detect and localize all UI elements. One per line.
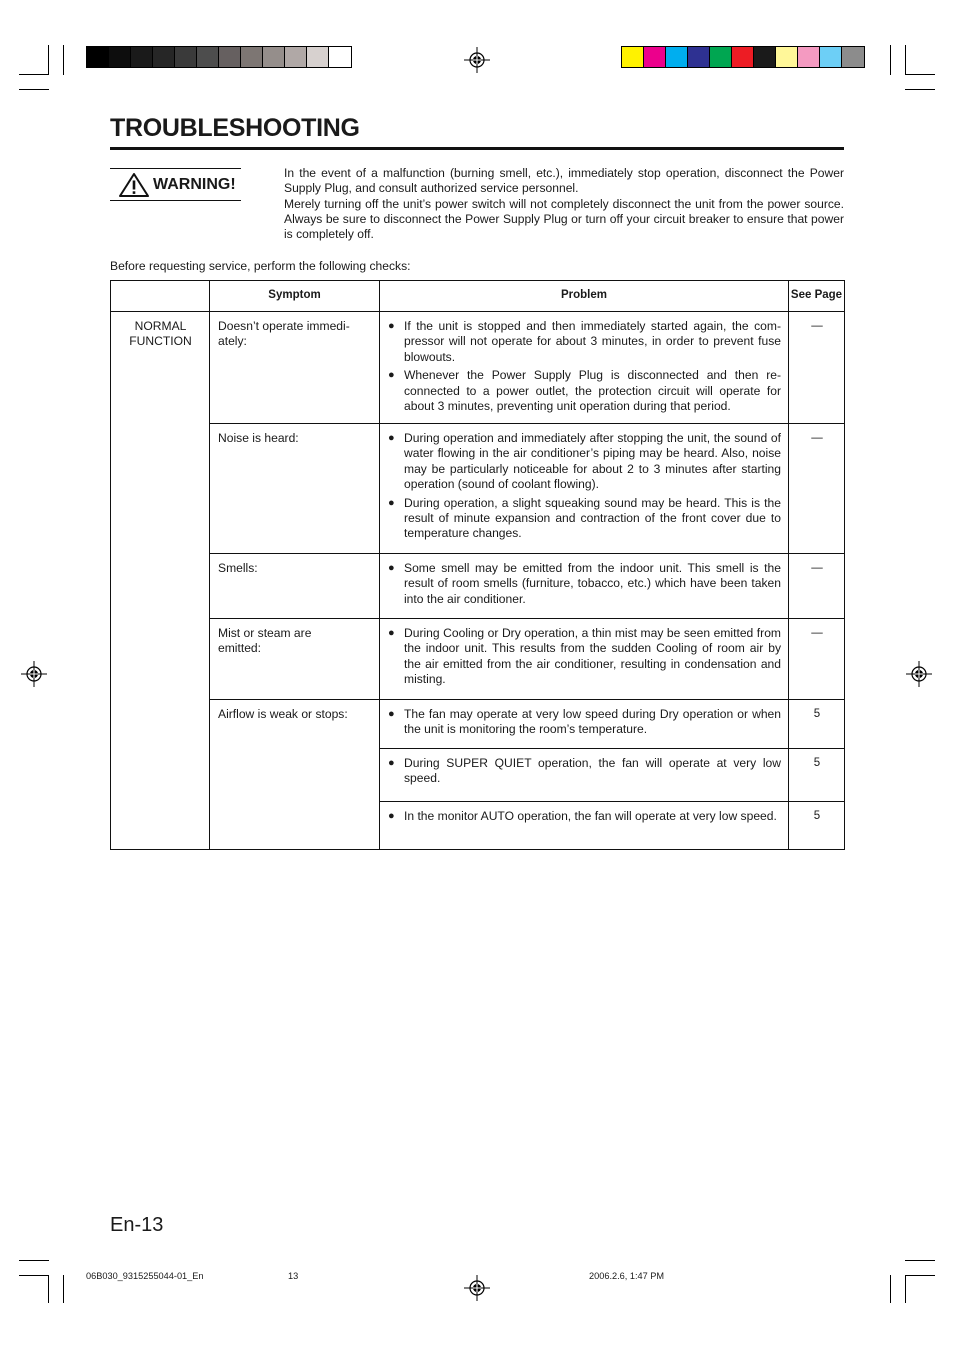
- warning-badge: [110, 168, 241, 201]
- bullet-icon: ●: [388, 708, 395, 720]
- see-page-cell: —: [789, 312, 845, 424]
- crop-mark: [48, 1275, 49, 1303]
- footer-date: 2006.2.6, 1:47 PM: [589, 1271, 665, 1281]
- header-problem: Problem: [380, 281, 789, 312]
- crop-mark: [19, 1275, 49, 1276]
- color-swatch: [710, 47, 732, 67]
- problem-cell: [380, 424, 789, 554]
- grayscale-color-bar: [86, 46, 352, 68]
- list-item: ● During SUPER QUIET operation, the fan will operate at very low speed.: [388, 756, 781, 786]
- header-symptom: Symptom: [210, 281, 380, 312]
- crop-mark: [63, 45, 64, 75]
- color-swatch: [285, 47, 307, 67]
- crop-mark: [905, 1275, 906, 1303]
- color-swatch: [87, 47, 109, 67]
- crop-mark: [63, 1275, 64, 1303]
- bullet-icon: ●: [388, 496, 395, 509]
- color-swatch: [307, 47, 329, 67]
- bullet-icon: ●: [388, 627, 395, 639]
- header-category: [111, 281, 210, 312]
- list-item: ● During operation, a slight squeaking sound may be heard. This is the result of minute expansion and contraction of the front cover due to temperature changes.: [388, 495, 781, 541]
- see-page-cell: 5: [789, 802, 845, 850]
- registration-mark-icon: [21, 661, 47, 687]
- problem-cell: [380, 802, 789, 850]
- list-item: ● If the unit is stopped and then immediately started again, the com-pressor will not operate for about 3 minutes, in order to prevent fuse blowouts.: [388, 319, 781, 364]
- crop-mark: [19, 74, 49, 75]
- color-swatch: [219, 47, 241, 67]
- color-swatch: [644, 47, 666, 67]
- table-row: [111, 554, 845, 619]
- crop-mark: [19, 89, 49, 90]
- page-title: TROUBLESHOOTING: [110, 114, 360, 142]
- bullet-icon: ●: [388, 369, 395, 382]
- list-item: ● Some smell may be emitted from the indoor unit. This smell is the result of room smells (furniture, tobacco, etc.) which have been taken into the air conditioner.: [388, 561, 781, 606]
- registration-mark-icon: [464, 1275, 490, 1301]
- category-cell: NORMAL FUNCTION: [111, 312, 210, 850]
- see-page-cell: —: [789, 424, 845, 554]
- symptom-cell: Noise is heard:: [210, 424, 380, 554]
- color-swatch: [109, 47, 131, 67]
- color-swatch: [688, 47, 710, 67]
- registration-mark-icon: [464, 47, 490, 73]
- color-swatch: [754, 47, 776, 67]
- color-swatch: [666, 47, 688, 67]
- registration-mark-icon: [906, 661, 932, 687]
- color-swatch: [798, 47, 820, 67]
- list-item: ● During Cooling or Dry operation, a thin mist may be seen emitted from the indoor unit. This results from the sudden Cooling of room air by the air emitted from the air conditioner, resulting in condensation and misting.: [388, 626, 781, 687]
- warning-triangle-icon: [118, 172, 150, 198]
- color-swatch: [175, 47, 197, 67]
- color-swatch: [732, 47, 754, 67]
- bullet-icon: ●: [388, 757, 395, 769]
- crop-mark: [905, 1260, 935, 1261]
- crop-mark: [905, 1275, 935, 1276]
- color-swatch: [131, 47, 153, 67]
- list-item: ● Whenever the Power Supply Plug is disconnected and then re-connected to a power outlet, the protection circuit will operate for about 3 minutes, preventing unit operation during that period.: [388, 368, 781, 414]
- problem-cell: [380, 312, 789, 424]
- intro-text: Before requesting service, perform the following checks:: [110, 259, 411, 273]
- problem-cell: [380, 749, 789, 802]
- footer-page: 13: [288, 1271, 299, 1281]
- color-swatch: [842, 47, 864, 67]
- table-header-row: [111, 281, 845, 312]
- problem-cell: [380, 619, 789, 700]
- header-see-page: See Page: [789, 281, 845, 312]
- color-swatch: [820, 47, 842, 67]
- symptom-cell: Mist or steam are emitted:: [210, 619, 380, 700]
- crop-mark: [890, 1275, 891, 1303]
- title-rule: [110, 147, 844, 150]
- see-page-cell: —: [789, 619, 845, 700]
- symptom-cell: Doesn’t operate immedi- ately:: [210, 312, 380, 424]
- color-swatch: [153, 47, 175, 67]
- table-row: [111, 619, 845, 700]
- crop-mark: [905, 74, 935, 75]
- process-color-bar: [621, 46, 865, 68]
- table-row: [111, 700, 845, 749]
- see-page-cell: 5: [789, 749, 845, 802]
- crop-mark: [905, 89, 935, 90]
- list-item: ● During operation and immediately after stopping the unit, the sound of water flowing in the air conditioner’s piping may be heard. Also, noise may be particularly noticeable for about 2 to 3 minutes after starting operation (sound of coolant flowing).: [388, 431, 781, 492]
- list-item: ● The fan may operate at very low speed during Dry operation or when the unit is monitoring the room’s temperature.: [388, 707, 781, 737]
- table-row: [111, 424, 845, 554]
- color-swatch: [329, 47, 351, 67]
- crop-mark: [48, 45, 49, 75]
- symptom-cell: Airflow is weak or stops:: [210, 700, 380, 850]
- warning-label: WARNING!: [153, 175, 236, 193]
- page-number: En-13: [110, 1214, 164, 1236]
- color-swatch: [776, 47, 798, 67]
- problem-cell: [380, 700, 789, 749]
- troubleshooting-table: [110, 280, 845, 850]
- see-page-cell: —: [789, 554, 845, 619]
- color-swatch: [622, 47, 644, 67]
- color-swatch: [241, 47, 263, 67]
- color-swatch: [263, 47, 285, 67]
- crop-mark: [890, 45, 891, 75]
- list-item: ● In the monitor AUTO operation, the fan will operate at very low speed.: [388, 809, 777, 823]
- crop-mark: [905, 45, 906, 75]
- bullet-icon: ●: [388, 320, 395, 332]
- bullet-icon: ●: [388, 432, 395, 444]
- table-row: [111, 312, 845, 424]
- color-swatch: [197, 47, 219, 67]
- problem-cell: [380, 554, 789, 619]
- warning-text: In the event of a malfunction (burning smell, etc.), immediately stop operation, disconnect the Power Supply Plug, and consult authorized service personnel. Merely turning off the unit’s power switch will not completely disconnect the unit from the power source. Always be sure to disconnect the Power Supply Plug or turn off your circuit breaker to ensure that power is completely off.: [284, 166, 844, 242]
- symptom-cell: Smells:: [210, 554, 380, 619]
- crop-mark: [19, 1260, 49, 1261]
- footer-file-name: 06B030_9315255044-01_En: [86, 1271, 204, 1281]
- bullet-icon: ●: [388, 810, 395, 822]
- bullet-icon: ●: [388, 562, 395, 574]
- see-page-cell: 5: [789, 700, 845, 749]
